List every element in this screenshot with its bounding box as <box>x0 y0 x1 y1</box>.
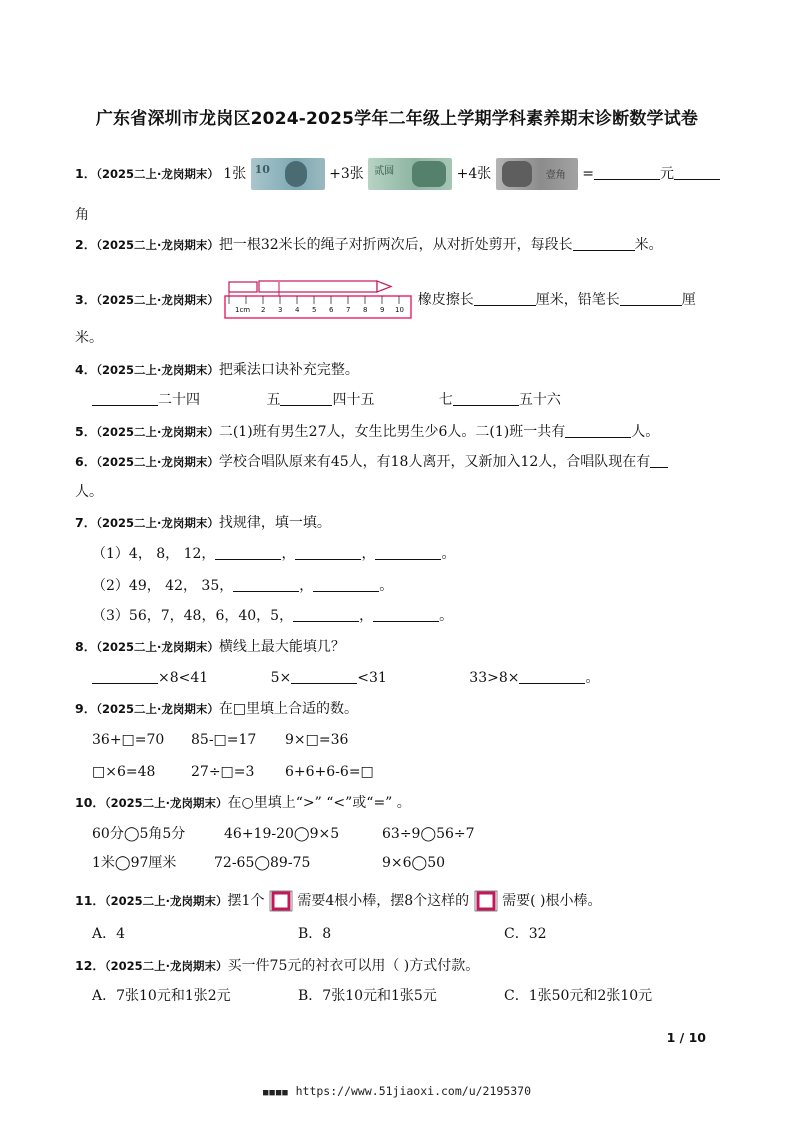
answer-blank[interactable] <box>233 577 299 592</box>
ruler-svg <box>223 280 413 320</box>
answer-blank[interactable] <box>650 453 668 468</box>
question-6: 6．（2025二上·龙岗期末）学校合唱队原来有45人，有18人离开，又新加入12人，合唱队现在有 <box>75 452 668 472</box>
question-5: 5．（2025二上·龙岗期末）二(1)班有男生27人，女生比男生少6人。二(1)班一共有 人。 <box>75 424 660 440</box>
banknote-2-yuan-image: 贰圆 <box>368 158 452 190</box>
banknote-10-yuan-image: 10 <box>251 158 325 190</box>
pencil-tip <box>377 281 391 292</box>
question-11: 11．（2025二上·龙岗期末）摆1个 需要4根小棒，摆8个这样的 需要( )根小棒。 <box>75 890 601 912</box>
stick-square-icon <box>474 890 498 912</box>
svg-text:2: 2 <box>261 306 266 314</box>
option-a[interactable]: A．7张10元和1张2元 <box>92 988 231 1004</box>
answer-blank[interactable] <box>573 236 635 251</box>
answer-blank[interactable] <box>215 545 281 560</box>
question-12: 12．（2025二上·龙岗期末）买一件75元的衬衣可以用（ )方式付款。 <box>75 958 480 974</box>
question-10: 10．（2025二上·龙岗期末）在○里填上“>” “<”或“=” 。 <box>75 795 411 811</box>
svg-text:10: 10 <box>395 306 405 314</box>
question-10-row1: 60分◯5角5分 46+19-20◯9×5 63÷9◯56÷7 <box>92 826 475 842</box>
answer-blank[interactable] <box>293 607 359 622</box>
question-3: 3．（2025二上·龙岗期末） 1cm 2 3 4 5 6 7 8 9 10 橡皮擦长 厘米，铅笔长 厘 <box>75 280 696 320</box>
question-9-row2: □×6=48 27÷□=3 6+6+6-6=□ <box>92 764 374 780</box>
answer-blank[interactable] <box>453 391 519 406</box>
answer-blank[interactable] <box>474 291 536 306</box>
footer-logo-mark: ■■■■ <box>262 1088 289 1098</box>
svg-text:8: 8 <box>363 306 368 314</box>
svg-text:3: 3 <box>278 306 283 314</box>
option-a[interactable]: A．4 <box>92 926 126 942</box>
question-7-1: （1）4， 8， 12， ， ， 。 <box>92 546 456 562</box>
option-b[interactable]: B．7张10元和1张5元 <box>298 988 437 1004</box>
question-2: 2．（2025二上·龙岗期末）把一根32米长的绳子对折两次后，从对折处剪开，每段长 米。 <box>75 237 663 253</box>
answer-blank[interactable] <box>375 545 441 560</box>
svg-text:6: 6 <box>329 306 334 314</box>
page-title: 广东省深圳市龙岗区2024-2025学年二年级上学期学科素养期末诊断数学试卷 <box>95 109 699 129</box>
answer-blank[interactable] <box>565 423 631 438</box>
question-8-items: ×8<41 5× <31 33>8× 。 <box>92 668 599 688</box>
svg-text:9: 9 <box>380 306 385 314</box>
question-7-2: （2）49， 42， 35， ， 。 <box>92 578 394 594</box>
answer-blank[interactable] <box>519 669 585 684</box>
answer-blank[interactable] <box>92 669 158 684</box>
question-7: 7．（2025二上·龙岗期末）找规律，填一填。 <box>75 515 331 531</box>
answer-blank[interactable] <box>295 545 361 560</box>
question-7-3: （3）56，7，48，6，40，5， ， 。 <box>92 608 454 624</box>
answer-blank[interactable] <box>674 165 720 180</box>
banknote-1-jiao-image: 壹角 <box>496 158 578 190</box>
question-4-items: 二十四 五 四十五 七 五十六 <box>92 390 561 410</box>
question-9: 9．（2025二上·龙岗期末）在□里填上合适的数。 <box>75 701 359 717</box>
svg-text:1cm: 1cm <box>235 306 251 314</box>
question-6-cont: 人。 <box>75 484 103 500</box>
pencil-body <box>259 281 377 292</box>
answer-blank[interactable] <box>313 577 379 592</box>
option-c[interactable]: C．32 <box>504 926 547 942</box>
question-8: 8．（2025二上·龙岗期末）横线上最大能填几？ <box>75 639 345 655</box>
stick-square-icon <box>269 890 293 912</box>
question-1-cont: 角 <box>75 207 89 223</box>
answer-blank[interactable] <box>280 391 332 406</box>
answer-blank[interactable] <box>620 291 682 306</box>
ruler-pencil-eraser-image <box>223 280 413 320</box>
question-11-options <box>92 924 547 944</box>
eraser-shape <box>229 282 257 292</box>
answer-blank[interactable] <box>291 669 357 684</box>
svg-text:4: 4 <box>295 306 300 314</box>
question-1: 1．（2025二上·龙岗期末） 1张 10 +3张 贰圆 +4张 壹角 = 元 <box>75 158 720 190</box>
svg-text:5: 5 <box>312 306 317 314</box>
option-b[interactable]: B．8 <box>298 926 332 942</box>
answer-blank[interactable] <box>373 607 439 622</box>
question-3-cont: 米。 <box>75 330 103 346</box>
question-4: 4．（2025二上·龙岗期末）把乘法口诀补充完整。 <box>75 362 359 378</box>
question-9-row1: 36+□=70 85-□=17 9×□=36 <box>92 732 349 748</box>
answer-blank[interactable] <box>594 165 660 180</box>
option-c[interactable]: C．1张50元和2张10元 <box>504 988 653 1004</box>
question-10-row2: 1米◯97厘米 72-65◯89-75 9×6◯50 <box>92 855 446 871</box>
footer-url[interactable]: https://www.51jiaoxi.com/u/2195370 <box>295 1084 532 1098</box>
question-12-options <box>92 986 652 1006</box>
page-number: 1 / 10 <box>666 1030 706 1045</box>
svg-text:7: 7 <box>346 306 351 314</box>
footer <box>0 1084 794 1098</box>
answer-blank[interactable] <box>92 391 158 406</box>
